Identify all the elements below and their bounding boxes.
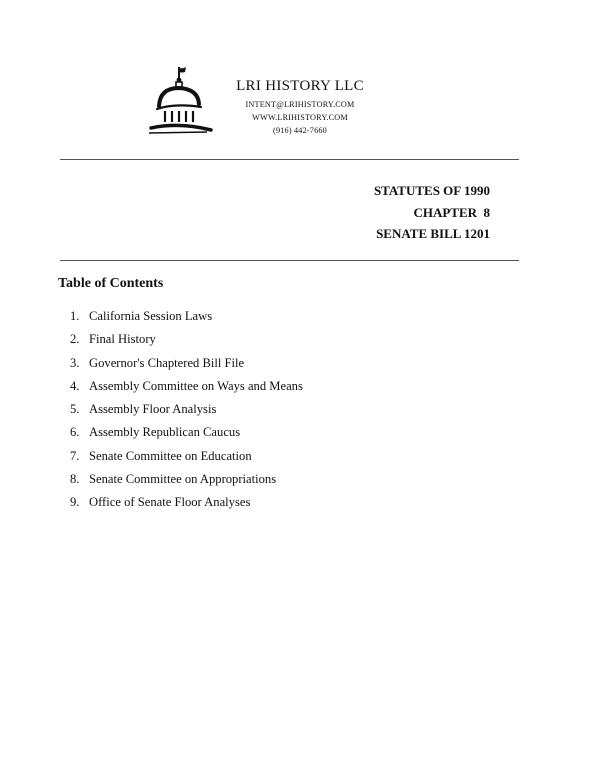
toc-item[interactable] bbox=[70, 376, 303, 399]
company-website: WWW.LRIHISTORY.COM bbox=[252, 113, 348, 122]
toc-title: Table of Contents bbox=[58, 276, 164, 291]
statute-year: STATUTES OF 1990 bbox=[373, 183, 490, 198]
toc-item[interactable] bbox=[70, 306, 303, 329]
toc-item-number: 2. bbox=[70, 332, 80, 347]
toc-item-label: California Session Laws bbox=[89, 309, 213, 323]
toc-item[interactable] bbox=[70, 469, 303, 492]
capitol-dome-icon bbox=[145, 64, 213, 138]
toc-item-label: Governor's Chaptered Bill File bbox=[89, 355, 245, 370]
toc-item-number: 6. bbox=[70, 425, 80, 440]
toc-item-number: 3. bbox=[70, 355, 80, 370]
toc-item-label: Senate Committee on Appropriations bbox=[89, 472, 277, 487]
toc-item-number: 1. bbox=[70, 309, 80, 323]
toc-item-number: 4. bbox=[70, 378, 80, 393]
toc-list bbox=[70, 306, 303, 516]
statute-divider bbox=[60, 260, 519, 261]
toc-item-label: Assembly Republican Caucus bbox=[89, 425, 241, 440]
toc-item[interactable] bbox=[70, 353, 303, 376]
statute-bill: SENATE BILL 1201 bbox=[376, 226, 490, 241]
header-divider bbox=[60, 159, 519, 160]
toc-item-label: Final History bbox=[89, 332, 156, 347]
toc-item-number: 9. bbox=[70, 495, 80, 510]
company-name: LRI HISTORY LLC bbox=[236, 78, 364, 94]
toc-item[interactable] bbox=[70, 446, 303, 469]
toc-item[interactable] bbox=[70, 422, 303, 445]
toc-item-label: Assembly Floor Analysis bbox=[89, 402, 217, 417]
company-phone: (916) 442-7660 bbox=[273, 126, 327, 135]
toc-item-number: 5. bbox=[70, 402, 80, 417]
statute-chapter: CHAPTER 8 bbox=[413, 204, 490, 220]
company-email: INTENT@LRIHISTORY.COM bbox=[245, 100, 355, 109]
toc-item[interactable] bbox=[70, 399, 303, 422]
statute-block bbox=[374, 180, 490, 245]
company-block bbox=[225, 78, 375, 137]
toc-item[interactable] bbox=[70, 492, 303, 515]
toc-item[interactable] bbox=[70, 329, 303, 352]
toc-item-number: 8. bbox=[70, 472, 80, 487]
toc-item-number: 7. bbox=[70, 448, 80, 463]
toc-item-label: Office of Senate Floor Analyses bbox=[89, 495, 251, 510]
toc-item-label: Senate Committee on Education bbox=[89, 448, 252, 463]
toc-item-label: Assembly Committee on Ways and Means bbox=[89, 378, 303, 393]
